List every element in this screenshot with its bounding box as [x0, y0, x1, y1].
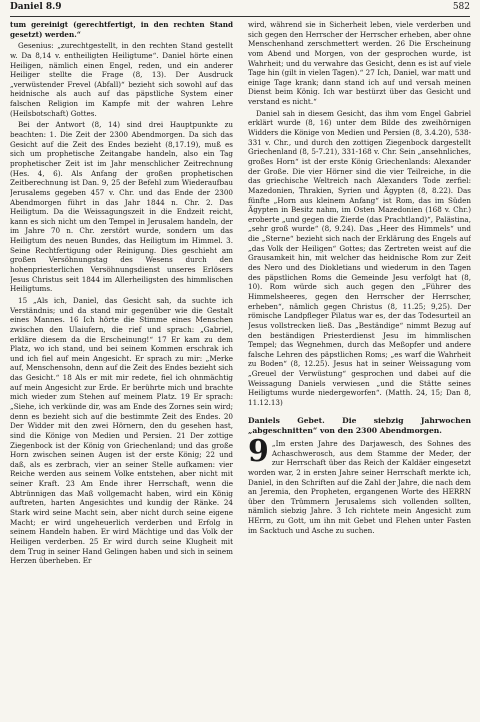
section-heading: Daniels Gebet. Die siebzig Jahrwochen „abgeschnitten“ von den 2300 Abendmorgen.	[248, 415, 471, 435]
paragraph: Bei der Antwort (8, 14) sind drei Hauptpunkte zu beachten: 1. Die Zeit der 2300 Abendmorgen. Da sich das Gesicht auf die Zeit des Endes bezieht (8,17.19), muß es sich um prophetische Zeitangabe handeln, also ein Tag prophetischer Zeit ist im Jahr menschlicher Zeitrechnung (Hes. 4, 6). Als Anfang der großen prophetischen Zeitberechnung ist Dan. 9, 25 der Befehl zum Wiederaufbau Jerusalems gegeben 457 v. Chr. und das Ende der 2300 Abendmorgen führt in das Jahr 1844 n. Chr. 2. Das Heiligtum. Da die Weissagungszeit in die Endzeit reicht, kann es sich nicht um den Tempel in Jerusalem handeln, der im Jahre 70 n. Chr. zerstört wurde, sondern um das Heiligtum des neuen Bundes, das Heiligtum im Himmel. 3. Seine Rechtfertigung oder Reinigung. Dies geschieht am großen Versöhnungstag des Wesens durch den hohenpriesterlichen Versöhnungsdienst unseres Erlösers Jesus Christus seit 1844 im Allerheiligsten des himmlischen Heiligtums.	[10, 120, 233, 294]
paragraph: tum gereinigt (gerechtfertigt, in den rechten Stand gesetzt) werden.“	[10, 20, 233, 39]
paragraph: Daniel sah in diesem Gesicht, das ihm vom Engel Gabriel erklärt wurde (8, 16) unter dem Bilde des zweihörnigen Widders die Könige von Medien und Persien (8, 3.4.20), 538-331 v. Chr., und durch den zottigen Ziegenbock dargestellt Griechenland (8, 5-7.21), 331-168 v. Chr. Sein „ansehnliches, großes Horn“ ist der erste König Griechenlands: Alexander der Große. Die vier Hörner sind die vier Teilreiche, in die das griechische Weltreich nach Alexanders Tode zerfiel: Mazedonien, Thrakien, Syrien und Ägypten (8, 8.22). Das fünfte „Horn aus kleinem Anfang“ ist Rom, das im Süden Ägypten in Besitz nahm, im Osten Mazedonien (168 v. Chr.) eroberte „und gegen die Zierde (das Prachtland)“, Palästina, „sehr groß wurde“ (8, 9.24). Das „Heer des Himmels“ und die „Sterne“ bezieht sich nach der Erklärung des Engels auf „das Volk der Heiligen“ Gottes; das Zertreten weist auf die Grausamkeit hin, mit welcher das heidnische Rom zur Zeit des Nero und des Diokletians und wiederum in den Tagen des päpstlichen Roms die Gemeinde Jesu verfolgt hat (8, 10). Rom würde sich auch gegen den „Führer des Himmelsheeres, gegen den Herrscher der Herrscher, erheben“, nämlich gegen Christus (8, 11.25; 9,25). Der römische Landpfleger Pilatus war es, der das Todesurteil an Jesus vollstrecken ließ. Das „Beständige“ nimmt Bezug auf den beständigen Priesterdienst Jesu im himmlischen Tempel; das Wegnehmen, durch das Meßopfer und andere falsche Lehren des päpstlichen Roms; „es warf die Wahrheit zu Boden“ (8, 12.25). Jesus hat in seiner Weissagung vom „Greuel der Verwüstung“ gesprochen und dabei auf die Weissagung Daniels verwiesen „und die Stätte seines Heiligtums wurde niedergeworfen“. (Matth. 24, 15; Dan 8, 11.12.13)	[248, 108, 471, 407]
paragraph: 15 „Als ich, Daniel, das Gesicht sah, da suchte ich Verständnis; und da stand mir gegenüber wie die Gestalt eines Mannes. 16 Ich hörte die Stimme eines Menschen zwischen den Ulaiufern, die rief und sprach: „Gabriel, erkläre diesem da die Erscheinung!“ 17 Er kam zu dem Platz, wo ich stand, und bei seinem Kommen erschrak ich und ich fiel auf mein Angesicht. Er sprach zu mir: „Merke auf, Menschensohn, denn auf die Zeit des Endes bezieht sich das Gesicht.“ 18 Als er mit mir redete, fiel ich ohnmächtig auf mein Angesicht zur Erde. Er berührte mich und brachte mich wieder zum Stehen auf meinem Platz. 19 Er sprach: „Siehe, ich verkünde dir, was am Ende des Zornes sein wird; denn es bezieht sich auf die bestimmte Zeit des Endes. 20 Der Widder mit den zwei Hörnern, den du gesehen hast, sind die Könige von Medien und Persien. 21 Der zottige Ziegenbock ist der König von Griechenland; und das große Horn zwischen seinen Augen ist der erste König; 22 und daß, als es zerbrach, vier an seiner Stelle aufkamen: vier Reiche werden aus seinem Volke entstehen, aber nicht mit seiner Kraft. 23 Am Ende ihrer Herrschaft, wenn die Abtrünnigen das Maß vollgemacht haben, wird ein König auftreten, harten Angesichtes und kundig der Ränke. 24 Stark wird seine Macht sein, aber nicht durch seine eigene Macht; er wird ungeheuerlich verderben und Erfolg in seinem Handeln haben. Er wird Mächtige und das Volk der Heiligen verderben. 25 Er wird durch seine Klugheit mit dem Trug in seiner Hand Gelingen haben und sich in seinem Herzen überheben. Er	[10, 295, 233, 566]
left-column	[10, 20, 233, 720]
page-number: 582	[452, 2, 470, 12]
section-text: „Im ersten Jahre des Darjawesch, des Sohnes des Achaschwerosch, aus dem Stamme der Meder, der zur Herrschaft über das Reich der Kaldäer eingesetzt worden war, 2 in ersten Jahre seiner Herrschaft merkte ich, Daniel, in den Schriften auf die Zahl der Jahre, die nach dem an Jeremia, den Propheten, ergangenen Worte des HERRN über den Trümmern Jerusalems sich vollenden sollten, nämlich siebzig Jahre. 3 Ich richtete mein Angesicht zum HErrn, zu Gott, um ihn mit Gebet und Flehen unter Fasten im Sacktuch und Asche zu suchen.	[248, 438, 471, 535]
paragraph: wird, während sie in Sicherheit leben, viele verderben und sich gegen den Herrscher der Herrscher erheben, aber ohne Menschenhand zerschmettert werden. 26 Die Erscheinung vom Abend und Morgen, von der gesprochen wurde, ist Wahrheit; und du verwahre das Gesicht, denn es ist auf viele Tage hin (gilt in vielen Tagen).“ 27 Ich, Daniel, war matt und einige Tage krank; dann stand ich auf und versah meinen Dienst beim König. Ich war bestürzt über das Gesicht und verstand es nicht.“	[248, 20, 471, 107]
section-paragraph	[248, 433, 471, 535]
paragraph: Gesenius: „zurechtgestellt, in den rechten Stand gestellt w. Da 8,14 v. entheiligten Heiligtume“. Daniel hörte einen Heiligen, nämlich einen Engel, reden, und ein anderer Heiliger stellte die Frage (8, 13). Der Ausdruck „verwüstender Frevel (Abfall)“ bezieht sich sowohl auf das heidnische als auch auf das päpstliche System einer falschen Religion im Kampfe mit der wahren Lehre (Heilsbotschaft) Gottes.	[10, 41, 233, 118]
page-header	[10, 2, 470, 17]
chapter-reference: Daniel 8.9	[10, 2, 62, 12]
drop-cap: 9	[248, 433, 269, 469]
right-column	[248, 20, 471, 720]
